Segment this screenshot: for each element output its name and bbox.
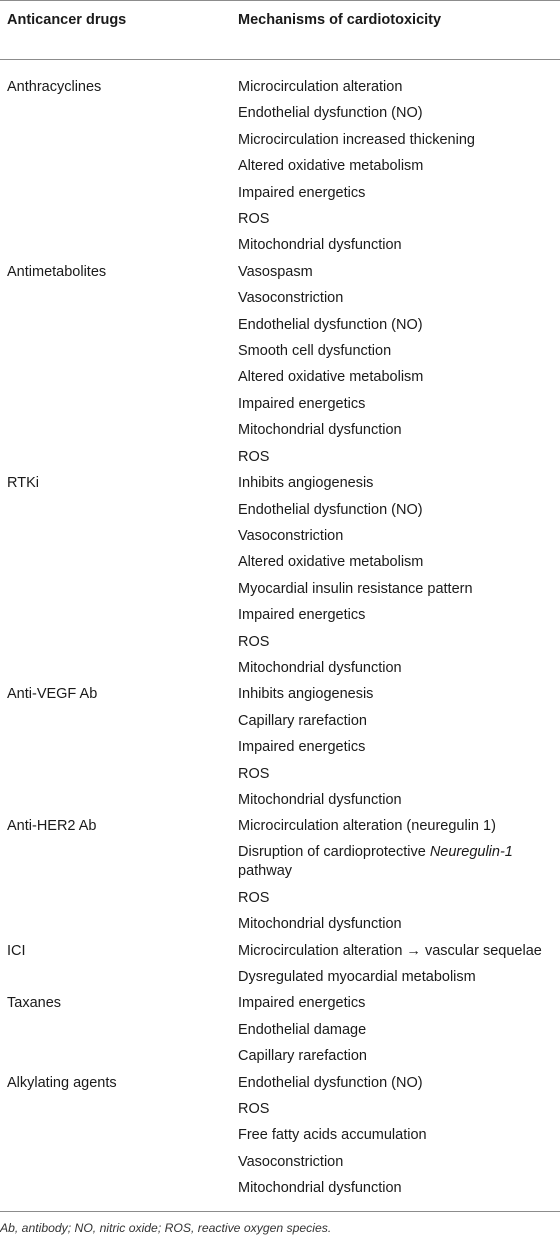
mechanism-item: Altered oxidative metabolism [238,158,424,175]
mechanism-item: Microcirculation increased thickening [238,131,475,148]
drug-name: Anti-VEGF Ab [7,686,98,703]
mechanism-item: Impaired energetics [238,739,366,756]
mechanism-item: Microcirculation alteration → vascular sequelae [238,942,542,959]
mechanism-item: Mitochondrial dysfunction [238,237,402,254]
mechanism-item: Impaired energetics [238,995,366,1012]
mechanism-list [228,813,560,937]
mechanism-item: Impaired energetics [238,184,366,201]
mechanism-item: ROS [238,889,270,906]
mechanism-item: Inhibits angiogenesis [238,475,374,492]
mechanism-item: Microcirculation alteration (neuregulin 1) [238,818,496,835]
drug-name: Anthracyclines [7,79,102,95]
mechanism-list [228,938,560,991]
drug-name: Alkylating agents [7,1074,117,1091]
table-row [0,259,560,470]
mechanism-item: Myocardial insulin resistance pattern [238,580,473,597]
table-row [0,990,560,1069]
mechanism-item: Free fatty acids accumulation [238,1127,427,1144]
mechanism-item: Vasospasm [238,263,313,280]
mechanism-item: ROS [238,211,270,228]
mechanism-italic-term: Neuregulin-1 [429,843,513,860]
mechanism-item: Capillary rarefaction [238,1048,367,1065]
table-row [0,1070,560,1202]
mechanism-list [228,1070,560,1202]
mechanism-item: Vasoconstriction [238,1153,344,1170]
table-header-row [0,0,560,60]
mechanism-item: Inhibits angiogenesis [238,686,374,703]
mechanism-text: pathway [238,862,293,879]
mechanism-item: Capillary rarefaction [238,712,367,729]
mechanism-item: Dysregulated myocardial metabolism [238,969,476,985]
table-footnote: Ab, antibody; NO, nitric oxide; ROS, reactive oxygen species. [0,1220,332,1235]
header-anticancer-drugs: Anticancer drugs [7,12,127,28]
mechanism-item: ROS [238,1101,270,1118]
mechanism-list [228,990,560,1069]
mechanism-item: Microcirculation alteration [238,79,403,95]
mechanism-item: ROS [238,633,270,650]
drug-name: Taxanes [7,995,62,1012]
table-row [0,470,560,681]
table-row [0,813,560,937]
table-row [0,74,560,259]
mechanism-item: Endothelial dysfunction (NO) [238,1074,423,1091]
mechanism-item: Endothelial dysfunction (NO) [238,316,423,333]
mechanism-item: Impaired energetics [238,395,366,412]
drug-name: Anti-HER2 Ab [7,818,97,835]
mechanism-item: Vasoconstriction [238,527,344,544]
mechanism-item: Mitochondrial dysfunction [238,422,402,439]
mechanism-item: Altered oxidative metabolism [238,369,424,386]
mechanism-item: Endothelial dysfunction (NO) [238,105,423,122]
drug-name: Antimetabolites [7,263,107,280]
header-mechanisms: Mechanisms of cardiotoxicity [238,12,442,28]
mechanism-item: ROS [238,448,270,465]
table-body [0,60,560,1202]
mechanism-item: Impaired energetics [238,607,366,624]
mechanism-item: Mitochondrial dysfunction [238,1180,402,1197]
mechanism-list [228,259,560,470]
mechanism-item: ROS [238,765,270,782]
mechanism-list [228,74,560,259]
mechanism-item: Altered oxidative metabolism [238,554,424,571]
drug-name: ICI [7,942,26,959]
mechanism-item: Smooth cell dysfunction [238,343,392,360]
mechanism-item: Mitochondrial dysfunction [238,659,402,676]
mechanism-item: Mitochondrial dysfunction [238,791,402,808]
mechanism-list [228,470,560,681]
mechanism-item: Endothelial dysfunction (NO) [238,501,423,518]
mechanism-item: Endothelial damage [238,1021,367,1038]
mechanism-item: Vasoconstriction [238,290,344,307]
mechanism-item: Mitochondrial dysfunction [238,916,402,933]
mechanism-item [238,840,560,885]
table-row [0,938,560,991]
mechanism-text: Disruption of cardioprotective [238,843,430,860]
table-row [0,681,560,813]
drug-name: RTKi [7,475,39,492]
mechanism-list [228,681,560,813]
